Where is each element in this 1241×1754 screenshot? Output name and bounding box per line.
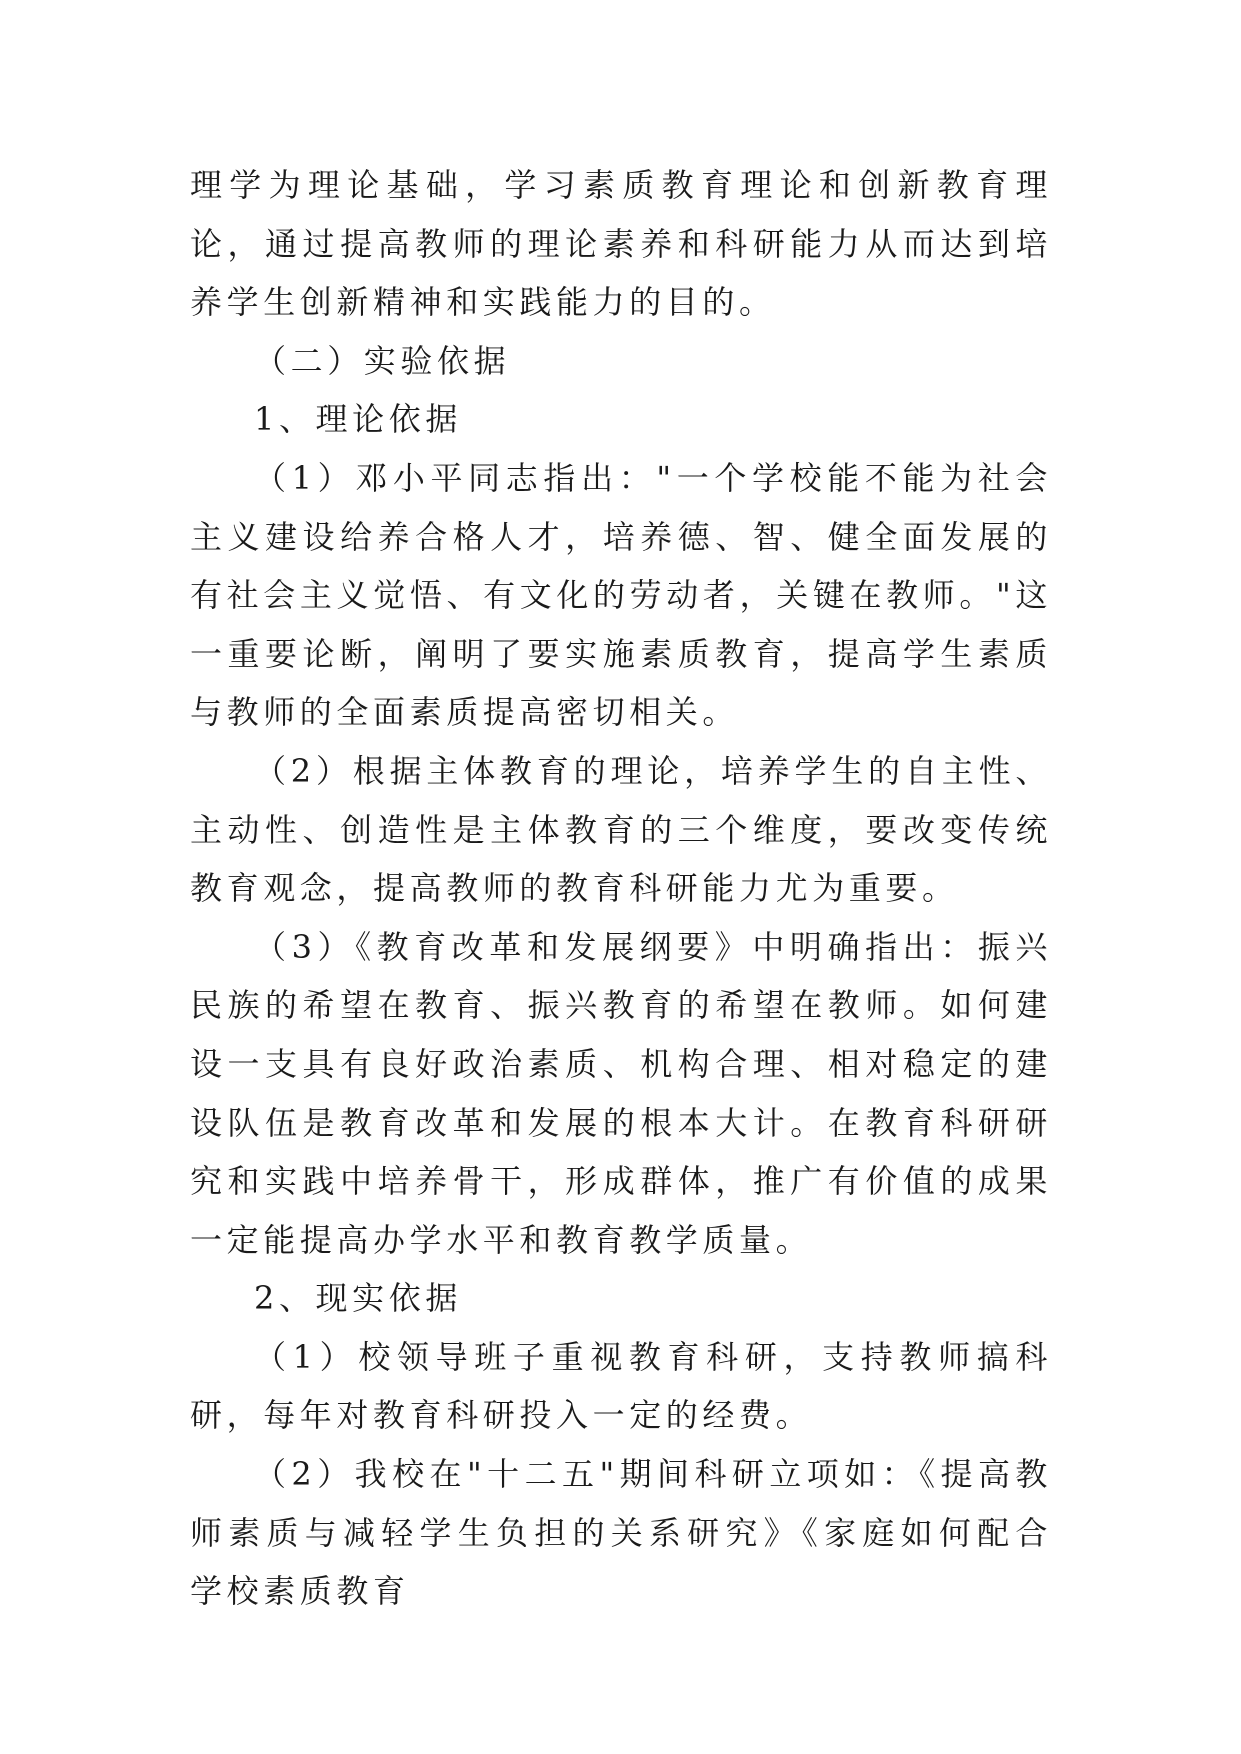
subheading-theoretical-basis: 1、理论依据	[254, 400, 462, 439]
subheading-practical-basis: 2、现实依据	[254, 1279, 462, 1318]
paragraph-practical-2: （2）我校在"十二五"期间科研立项如：《提高教师素质与减轻学生负担的关系研究》《家庭如何配合学校素质教育	[190, 1455, 1052, 1611]
paragraph-continuation: 理学为理论基础，学习素质教育理论和创新教育理论，通过提高教师的理论素养和科研能力从而达到培养学生创新精神和实践能力的目的。	[190, 166, 1052, 322]
paragraph-theory-2: （2）根据主体教育的理论，培养学生的自主性、主动性、创造性是主体教育的三个维度，要改变传统教育观念，提高教师的教育科研能力尤为重要。	[190, 751, 1052, 908]
paragraph-practical-1: （1）校领导班子重视教育科研，支持教师搞科研，每年对教育科研投入一定的经费。	[190, 1337, 1052, 1435]
section-heading-experiment-basis: （二）实验依据	[254, 341, 511, 380]
paragraph-theory-1: （1）邓小平同志指出："一个学校能不能为社会主义建设给养合格人才，培养德、智、健全面发展的有社会主义觉悟、有文化的劳动者，关键在教师。"这一重要论断，阐明了要实施素质教育，提高学生素质与教师的全面素质提高密切相关。	[190, 458, 1052, 732]
paragraph-theory-3: （3）《教育改革和发展纲要》中明确指出：振兴民族的希望在教育、振兴教育的希望在教师。如何建设一支具有良好政治素质、机构合理、相对稳定的建设队伍是教育改革和发展的根本大计。在教育科研研究和实践中培养骨干，形成群体，推广有价值的成果一定能提高办学水平和教育教学质量。	[190, 927, 1052, 1259]
document-body	[190, 156, 1052, 1621]
